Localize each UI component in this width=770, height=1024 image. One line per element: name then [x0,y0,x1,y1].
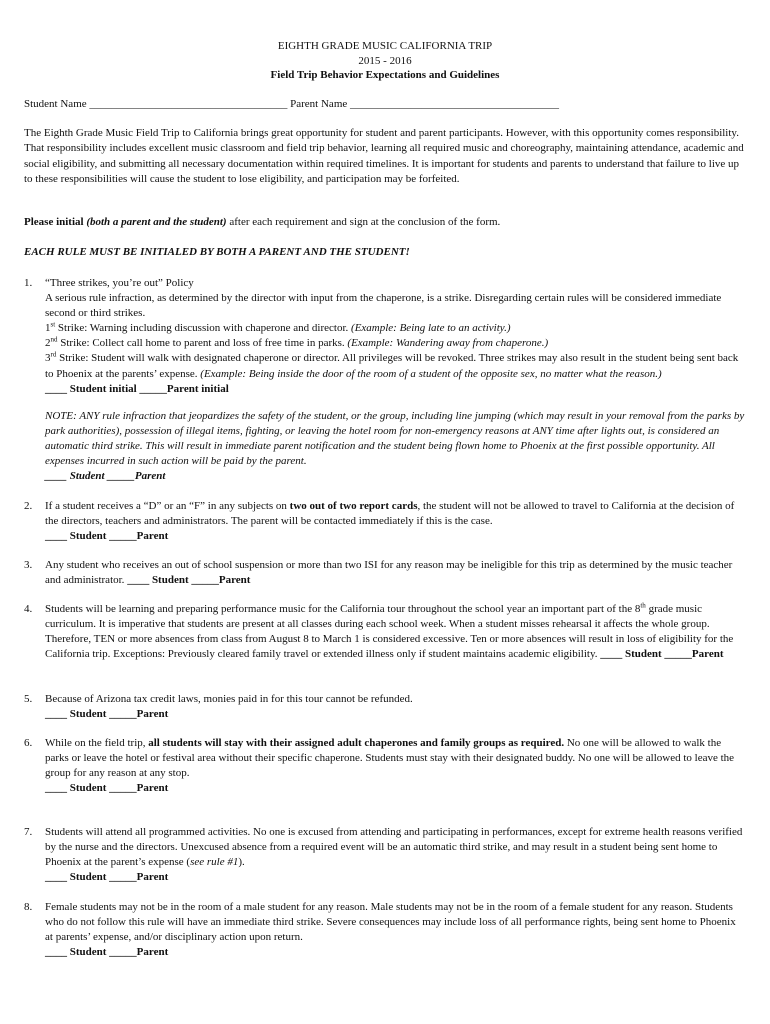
form-title: EIGHTH GRADE MUSIC CALIFORNIA TRIP [277,40,493,52]
rule-1-title: “Three strikes, you’re out” Policy [45,277,194,289]
rule-7-number: 7. [24,826,33,838]
instruction-rest: after each requirement and sign at the conclusion of the form. [226,216,501,228]
rule-8-text: Female students may not be in the room of a male student for any reason. Male students may not be in the room of a female student for any reason. Students who do not follow this rule will have an immediate third strike. Severe consequences may include loss of all performance rights, being sent home to Phoenix at parents’ expense, and/or disciplinary action upon return. [45,901,736,944]
rule-5 [45,692,745,722]
instruction-lead: Please initial [24,216,84,228]
note-text: NOTE: ANY rule infraction that jeopardizes the safety of the student, or the group, including line jumping (which may result in your removal from the parks by park authorities), possession of illegal items, fighting, or leaving the hotel room for non-emergency reasons at ANY time after lights out, is considered an automatic third strike. This will result in immediate parent notification and the student being flown home to Phoenix at the first possible opportunity. All expenses incurred in such action will be paid by the parent. [45,410,745,468]
rule-2-text: If a student receives a “D” or an “F” in any subjects on two out of two report cards, the student will not be allowed to travel to California at the decision of the directors, teachers and administrators. The parent will be contacted immediately if this is the case. [45,500,735,528]
school-years: 2015 - 2016 [358,55,412,67]
rule-7-text: Students will attend all programmed activities. No one is excused from attending and participating in performances, except for extreme health reasons verified by the nurse and the directors. Unexcused absence from a required event will be an automatic third strike, and may result in a student being sent home to Phoenix at the parent’s expense (see rule #1). [45,826,743,869]
rule-1-number: 1. [24,277,33,289]
parent-name-field[interactable]: ______________________________________ [350,98,560,110]
rule-1-note [45,409,745,484]
strike-3: 3rd Strike: Student will walk with designated chaperone or director. All privileges will be revoked. Three strikes may also result in the student being sent back to Phoenix at the parents’ expense. (Example: Being inside the door of the room of a student of the opposite sex, no matter what the reason.) ____ Student initial _____Parent initial [45,350,739,395]
names-line [24,97,746,112]
rule-1-initials[interactable]: ____ Student initial _____Parent initial [45,382,229,395]
rule-2-number: 2. [24,500,33,512]
strike-2: 2nd Strike: Collect call home to parent and loss of free time in parks. (Example: Wandering away from chaperone.) [45,335,549,350]
rule-7 [45,825,745,885]
form-subtitle: Field Trip Behavior Expectations and Guidelines [270,69,500,81]
strike-1: 1st Strike: Warning including discussion with chaperone and director. (Example: Being late to an activity.) [45,320,511,335]
note-initials[interactable]: ____ Student _____Parent [45,470,166,483]
rule-heading: EACH RULE MUST BE INITIALED BY BOTH A PARENT AND THE STUDENT! [24,246,410,258]
rule-5-number: 5. [24,693,33,705]
rule-1-text: A serious rule infraction, as determined by the director with input from the chaperone, is a strike. Disregarding certain rules will be considered immediate second or third strikes. [45,292,722,320]
rule-6-initials[interactable]: ____ Student _____Parent [45,782,169,795]
rule-3-number: 3. [24,559,33,571]
rule-3-text: Any student who receives an out of school suspension or more than two ISI for any reason may be ineligible for this trip as determined by the music teacher and administrator. [45,559,733,587]
rule-8-initials[interactable]: ____ Student _____Parent [45,946,169,959]
initial-instruction [24,215,746,230]
intro-paragraph: The Eighth Grade Music Field Trip to California brings great opportunity for student and parent participants. However, with this opportunity comes responsibility. That responsibility includes excellent music classroom and field trip behavior, learning all required music and choreography, maintaining attendance, academic and social eligibility, and submitting all necessary documentation within required timelines. It is important for students and parents to understand that failure to live up to these responsibilities will cause the student to lose eligibility, and participation may be forfeited. [24,127,744,185]
rule-2-initials[interactable]: ____ Student _____Parent [45,530,169,543]
rule-2 [45,499,745,544]
student-name-label: Student Name [24,98,87,110]
rule-4-number: 4. [24,603,33,615]
rule-6 [45,736,745,796]
rule-8 [45,900,745,960]
rule-8-number: 8. [24,901,33,913]
rule-7-initials[interactable]: ____ Student _____Parent [45,871,169,884]
rule-3 [45,558,745,588]
rule-5-initials[interactable]: ____ Student _____Parent [45,708,169,721]
instruction-paren: (both a parent and the student) [86,216,227,228]
rule-3-initials[interactable]: ____ Student _____Parent [127,574,251,587]
rule-6-text: While on the field trip, all students will stay with their assigned adult chaperones and family groups as required. No one will be allowed to walk the parks or leave the hotel or festival area without their specific chaperone. Students must stay with their designated buddy. No one will be allowed to leave the group for any reason at any stop. [45,737,735,780]
rule-4-initials[interactable]: ____ Student _____Parent [600,648,724,661]
rule-4: Students will be learning and preparing performance music for the California tour throughout the school year an important part of the 8th grade music curriculum. It is imperative that students are present at all classes during each school week. When a student misses rehearsal it affects the whole group. Therefore, TEN or more absences from class from August 8 to March 1 is considered excessive. Ten or more absences will result in loss of eligibility for the California trip. Exceptions: Previously cleared family travel or extended illness only if student maintains academic eligibility. ____ Student _____Parent [45,601,734,661]
parent-name-label: Parent Name [290,98,348,110]
student-name-field[interactable]: ____________________________________ [89,98,288,110]
rule-1 [45,276,745,397]
rule-6-number: 6. [24,737,33,749]
rule-5-text: Because of Arizona tax credit laws, monies paid in for this tour cannot be refunded. [45,693,413,705]
